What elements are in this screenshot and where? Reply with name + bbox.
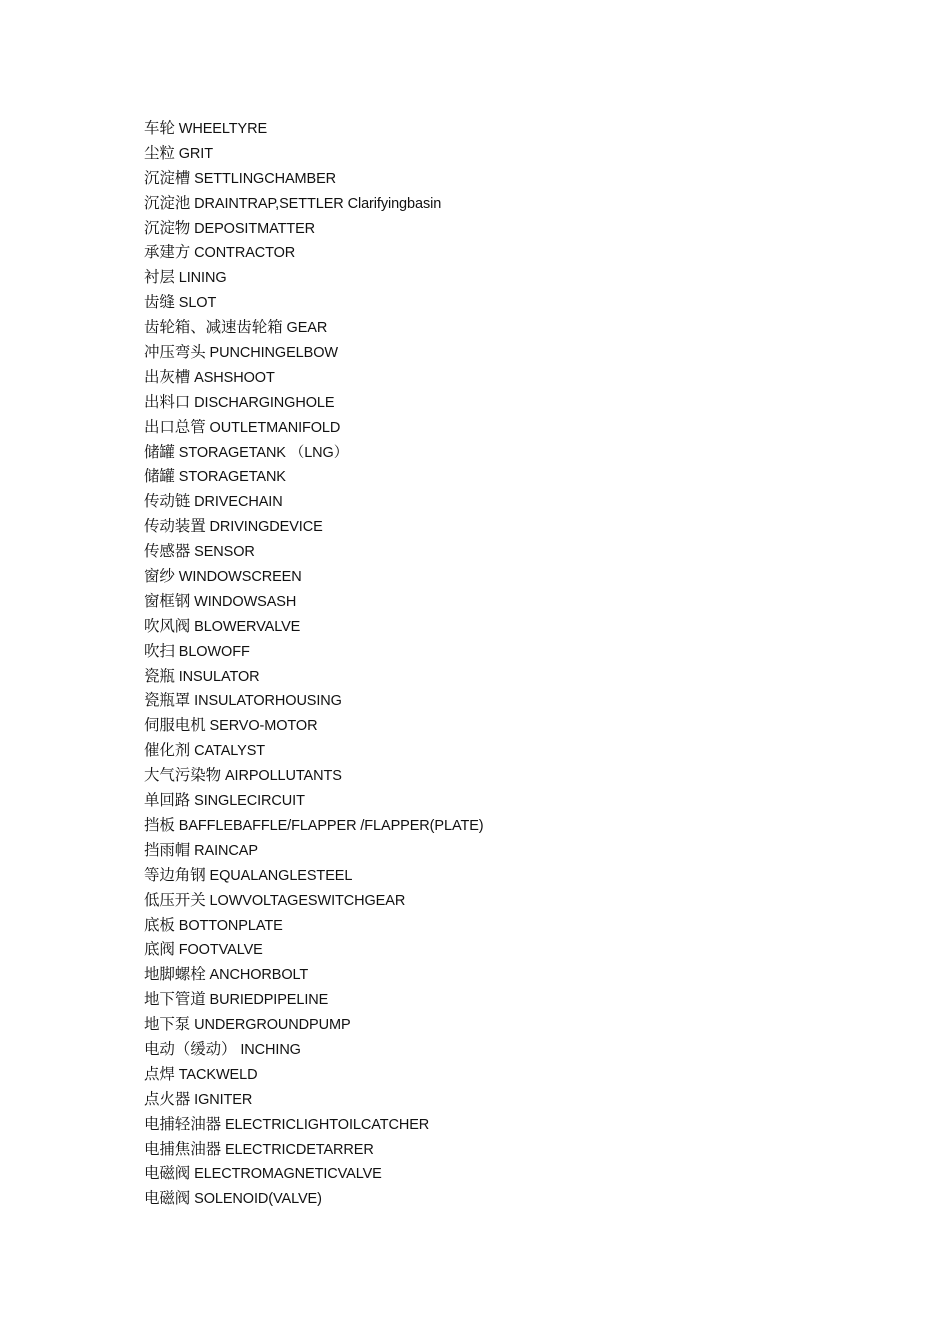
glossary-entry <box>144 913 484 938</box>
glossary-entry <box>144 265 484 290</box>
term-english: DRIVINGDEVICE <box>209 519 323 536</box>
term-chinese: 挡板 <box>144 815 175 834</box>
term-chinese: 底板 <box>144 915 175 934</box>
term-english: INCHING <box>240 1041 301 1058</box>
glossary-entry <box>144 116 484 141</box>
glossary-entry <box>144 166 484 191</box>
glossary-entry <box>144 240 484 265</box>
term-chinese: 沉淀池 <box>144 193 191 212</box>
glossary-list <box>144 116 484 1211</box>
term-chinese: 传动装置 <box>144 517 206 536</box>
glossary-entry <box>144 1062 484 1087</box>
term-english: ELECTRICLIGHTOILCATCHER <box>224 1116 430 1133</box>
glossary-entry <box>144 1112 484 1137</box>
term-english: GRIT <box>178 145 213 162</box>
term-chinese: 衬层 <box>144 268 175 287</box>
term-chinese: 沉淀物 <box>144 218 191 237</box>
glossary-entry <box>144 614 484 639</box>
term-english: PUNCHINGELBOW <box>209 345 338 362</box>
term-chinese: 瓷瓶 <box>144 666 175 685</box>
term-chinese: 单回路 <box>144 791 191 810</box>
term-english: SLOT <box>178 295 217 312</box>
term-english: BLOWERVALVE <box>194 618 301 635</box>
term-english: AIRPOLLUTANTS <box>224 768 342 785</box>
term-english: WHEELTYRE <box>178 121 268 137</box>
term-chinese: 挡雨帽 <box>144 840 191 859</box>
term-english: DISCHARGINGHOLE <box>194 394 335 411</box>
term-english: LOWVOLTAGESWITCHGEAR <box>209 892 406 909</box>
term-chinese: 储罐 <box>144 442 175 461</box>
term-chinese: 出口总管 <box>144 417 206 436</box>
glossary-entry <box>144 838 484 863</box>
term-chinese: 承建方 <box>144 243 191 262</box>
term-chinese: 出料口 <box>144 392 191 411</box>
term-chinese: 吹扫 <box>144 641 175 660</box>
term-chinese: 伺服电机 <box>144 716 206 735</box>
glossary-entry <box>144 1087 484 1112</box>
term-chinese: 窗框钢 <box>144 591 191 610</box>
term-english: BLOWOFF <box>178 643 250 660</box>
glossary-entry <box>144 216 484 241</box>
term-chinese: 电磁阀 <box>144 1164 191 1183</box>
term-english: LINING <box>178 270 227 287</box>
term-chinese: 电捕轻油器 <box>144 1114 222 1133</box>
glossary-entry <box>144 589 484 614</box>
glossary-entry <box>144 888 484 913</box>
term-english: INSULATORHOUSING <box>194 693 342 710</box>
term-english: DEPOSITMATTER <box>194 220 316 237</box>
term-english: RAINCAP <box>194 842 258 859</box>
term-english: ELECTRICDETARRER <box>224 1141 374 1158</box>
term-english: BAFFLEBAFFLE/FLAPPER /FLAPPER(PLATE) <box>178 817 484 834</box>
term-chinese: 地下管道 <box>144 990 206 1009</box>
term-english: ASHSHOOT <box>194 369 275 386</box>
term-english: IGNITER <box>194 1091 253 1108</box>
term-chinese: 地脚螺栓 <box>144 965 206 984</box>
term-chinese: 大气污染物 <box>144 766 222 785</box>
glossary-entry <box>144 390 484 415</box>
term-chinese: 点焊 <box>144 1064 175 1083</box>
glossary-entry <box>144 863 484 888</box>
term-english: SETTLINGCHAMBER <box>194 170 337 187</box>
glossary-entry <box>144 664 484 689</box>
term-chinese: 传动链 <box>144 492 191 511</box>
term-english: FOOTVALVE <box>178 942 263 959</box>
term-english: CATALYST <box>194 743 266 760</box>
glossary-entry <box>144 464 484 489</box>
term-english: EQUALANGLESTEEL <box>209 867 353 884</box>
term-chinese: 窗纱 <box>144 567 175 586</box>
term-english: INSULATOR <box>178 668 260 685</box>
glossary-entry <box>144 191 484 216</box>
term-chinese: 瓷瓶罩 <box>144 691 191 710</box>
glossary-entry <box>144 415 484 440</box>
term-chinese: 电磁阀 <box>144 1189 191 1208</box>
glossary-entry <box>144 688 484 713</box>
glossary-entry <box>144 365 484 390</box>
term-english: GEAR <box>286 320 328 337</box>
glossary-entry <box>144 440 484 465</box>
glossary-entry <box>144 763 484 788</box>
term-chinese: 冲压弯头 <box>144 343 206 362</box>
term-english: WINDOWSASH <box>194 593 297 610</box>
term-chinese: 点火器 <box>144 1089 191 1108</box>
glossary-entry <box>144 315 484 340</box>
glossary-entry <box>144 937 484 962</box>
term-chinese: 沉淀槽 <box>144 168 191 187</box>
term-english: DRIVECHAIN <box>194 494 283 511</box>
glossary-entry <box>144 1012 484 1037</box>
glossary-entry <box>144 813 484 838</box>
term-english: CONTRACTOR <box>194 245 296 262</box>
glossary-entry <box>144 738 484 763</box>
term-english: BOTTONPLATE <box>178 917 283 934</box>
glossary-entry <box>144 987 484 1012</box>
term-chinese: 等边角钢 <box>144 865 206 884</box>
glossary-entry <box>144 290 484 315</box>
term-chinese: 出灰槽 <box>144 367 191 386</box>
term-english: OUTLETMANIFOLD <box>209 419 341 436</box>
term-english: DRAINTRAP,SETTLER Clarifyingbasin <box>194 195 442 212</box>
term-chinese: 尘粒 <box>144 143 175 162</box>
glossary-entry <box>144 639 484 664</box>
term-english: WINDOWSCREEN <box>178 569 302 586</box>
term-english: SOLENOID(VALVE) <box>194 1191 322 1208</box>
glossary-entry <box>144 788 484 813</box>
glossary-entry <box>144 962 484 987</box>
glossary-entry <box>144 1186 484 1211</box>
glossary-entry <box>144 1037 484 1062</box>
term-chinese: 底阀 <box>144 940 175 959</box>
glossary-entry <box>144 489 484 514</box>
term-chinese: 低压开关 <box>144 890 206 909</box>
term-english: STORAGETANK （LNG） <box>178 444 349 461</box>
term-chinese: 车轮 <box>144 119 175 137</box>
glossary-entry <box>144 1161 484 1186</box>
term-chinese: 储罐 <box>144 467 175 486</box>
glossary-entry <box>144 539 484 564</box>
term-english: STORAGETANK <box>178 469 286 486</box>
glossary-entry <box>144 713 484 738</box>
glossary-entry <box>144 514 484 539</box>
term-chinese: 电捕焦油器 <box>144 1139 222 1158</box>
term-chinese: 传感器 <box>144 542 191 561</box>
term-chinese: 地下泵 <box>144 1015 191 1034</box>
glossary-entry <box>144 1137 484 1162</box>
term-english: SENSOR <box>194 544 255 561</box>
term-chinese: 电动（缓动） <box>144 1039 237 1058</box>
term-english: ANCHORBOLT <box>209 967 309 984</box>
glossary-entry <box>144 564 484 589</box>
term-english: SINGLECIRCUIT <box>194 793 305 810</box>
glossary-entry <box>144 340 484 365</box>
glossary-entry <box>144 141 484 166</box>
term-english: TACKWELD <box>178 1066 258 1083</box>
term-chinese: 齿缝 <box>144 293 175 312</box>
term-english: ELECTROMAGNETICVALVE <box>194 1166 382 1183</box>
term-english: SERVO-MOTOR <box>209 718 318 735</box>
term-chinese: 齿轮箱、减速齿轮箱 <box>144 318 283 337</box>
term-english: BURIEDPIPELINE <box>209 992 329 1009</box>
term-chinese: 催化剂 <box>144 741 191 760</box>
term-chinese: 吹风阀 <box>144 616 191 635</box>
term-english: UNDERGROUNDPUMP <box>194 1017 351 1034</box>
